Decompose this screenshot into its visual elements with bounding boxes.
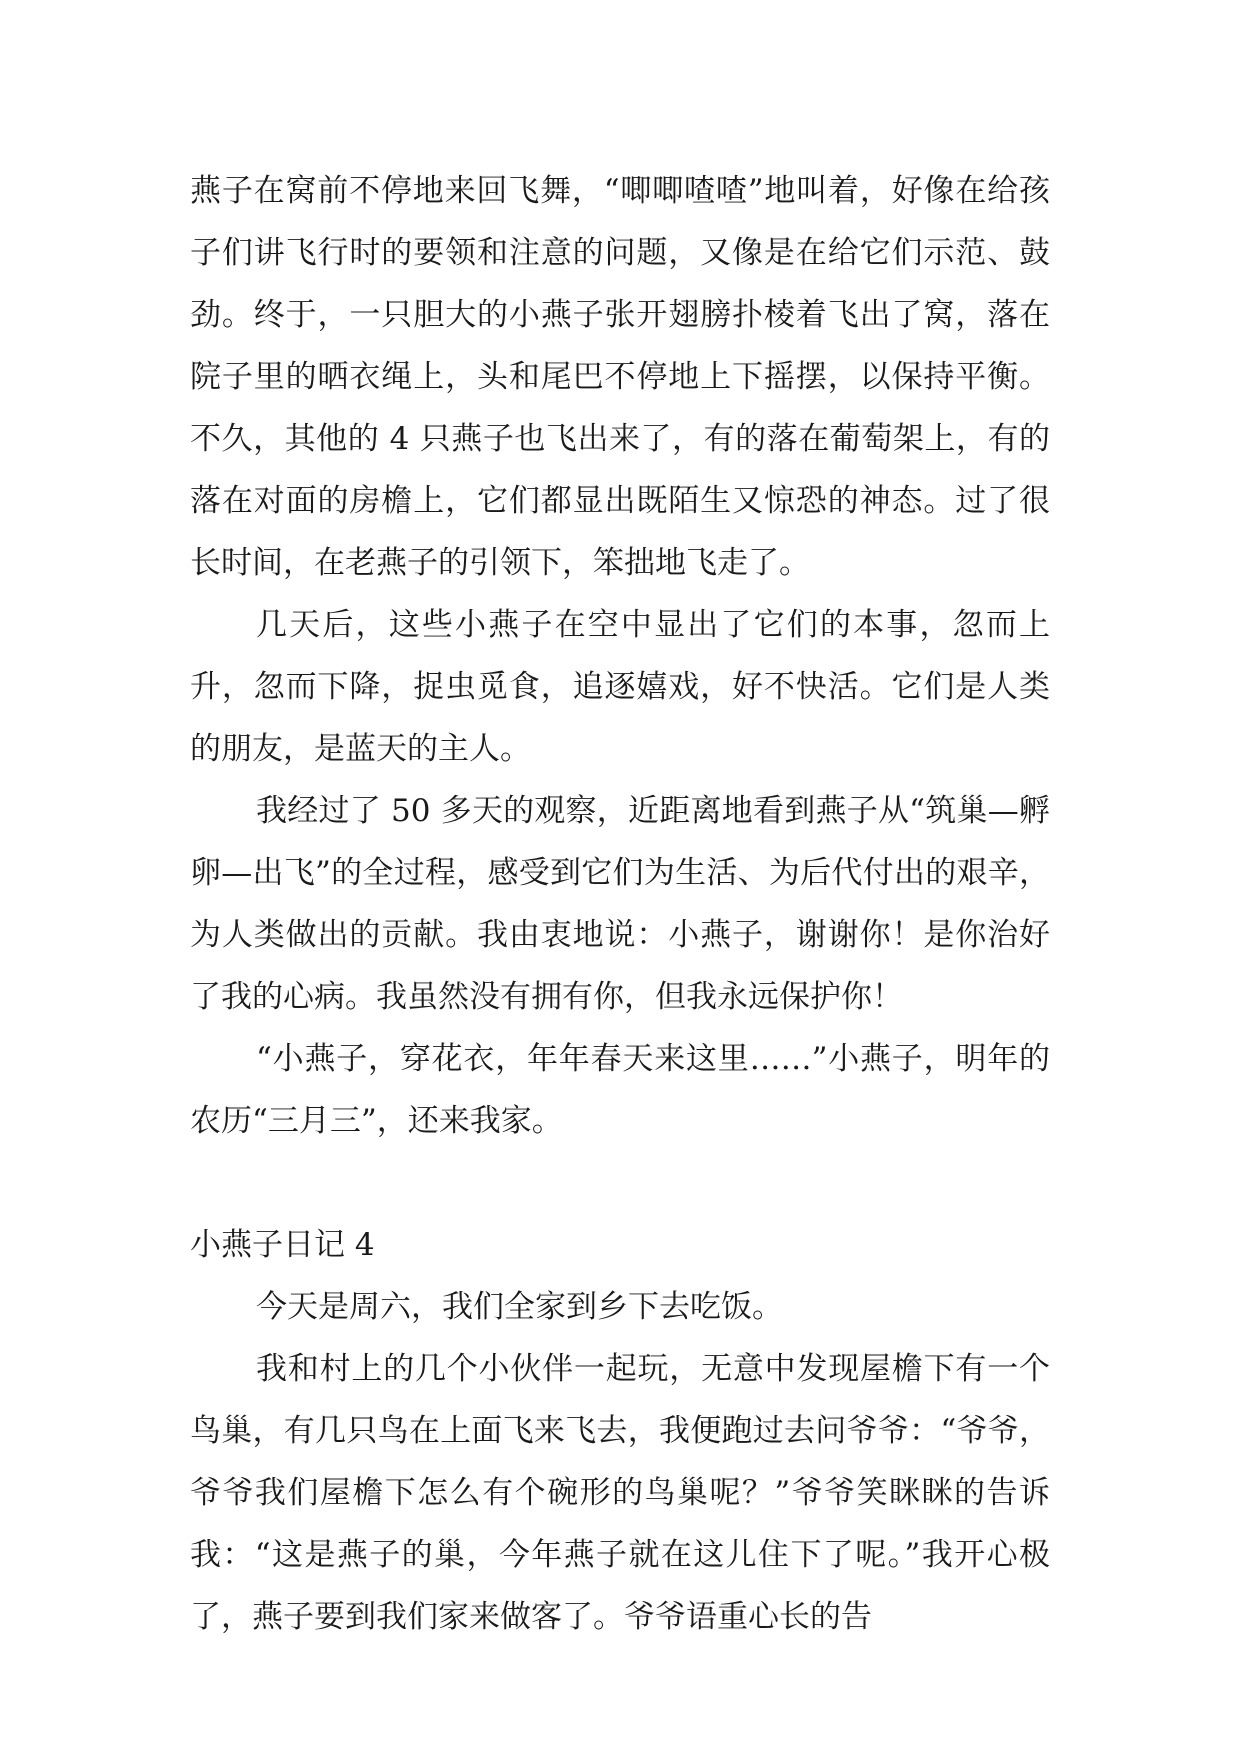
paragraph-swallows-skills: 几天后，这些小燕子在空中显出了它们的本事，忽而上升，忽而下降，捉虫觅食，追逐嬉戏，好不快活。它们是人类的朋友，是蓝天的主人。 [190, 607, 1050, 767]
continued-paragraph: 燕子在窝前不停地来回飞舞，“唧唧喳喳”地叫着，好像在给孩子们讲飞行时的要领和注意的问题，又像是在给它们示范、鼓劲。终于，一只胆大的小燕子张开翅膀扑棱着飞出了窝，落在院子里的晒衣绳上，头和尾巴不停地上下摇摆，以保持平衡。不久，其他的 4 只燕子也飞出来了，有的落在葡萄架上，有的落在对面的房檐上，它们都显出既陌生又惊恐的神态。过了很长时间，在老燕子的引领下，笨拙地飞走了。 [190, 173, 1050, 581]
section-paragraph-intro: 今天是周六，我们全家到乡下去吃饭。 [256, 1289, 783, 1325]
document-body [190, 160, 1050, 1648]
section-title: 小燕子日记 4 [190, 1227, 375, 1263]
paragraph-song: “小燕子，穿花衣，年年春天来这里……”小燕子，明年的农历“三月三”，还来我家。 [190, 1041, 1050, 1139]
paragraph-observation: 我经过了 50 多天的观察，近距离地看到燕子从“筑巢—孵卵—出飞”的全过程，感受到它们为生活、为后代付出的艰辛，为人类做出的贡献。我由衷地说：小燕子，谢谢你！是你治好了我的心病。我虽然没有拥有你，但我永远保护你！ [190, 793, 1050, 1015]
section-paragraph-nest: 我和村上的几个小伙伴一起玩，无意中发现屋檐下有一个鸟巢，有几只鸟在上面飞来飞去，我便跑过去问爷爷：“爷爷，爷爷我们屋檐下怎么有个碗形的鸟巢呢？”爷爷笑眯眯的告诉我：“这是燕子的巢，今年燕子就在这儿住下了呢。”我开心极了，燕子要到我们家来做客了。爷爷语重心长的告 [190, 1351, 1050, 1635]
